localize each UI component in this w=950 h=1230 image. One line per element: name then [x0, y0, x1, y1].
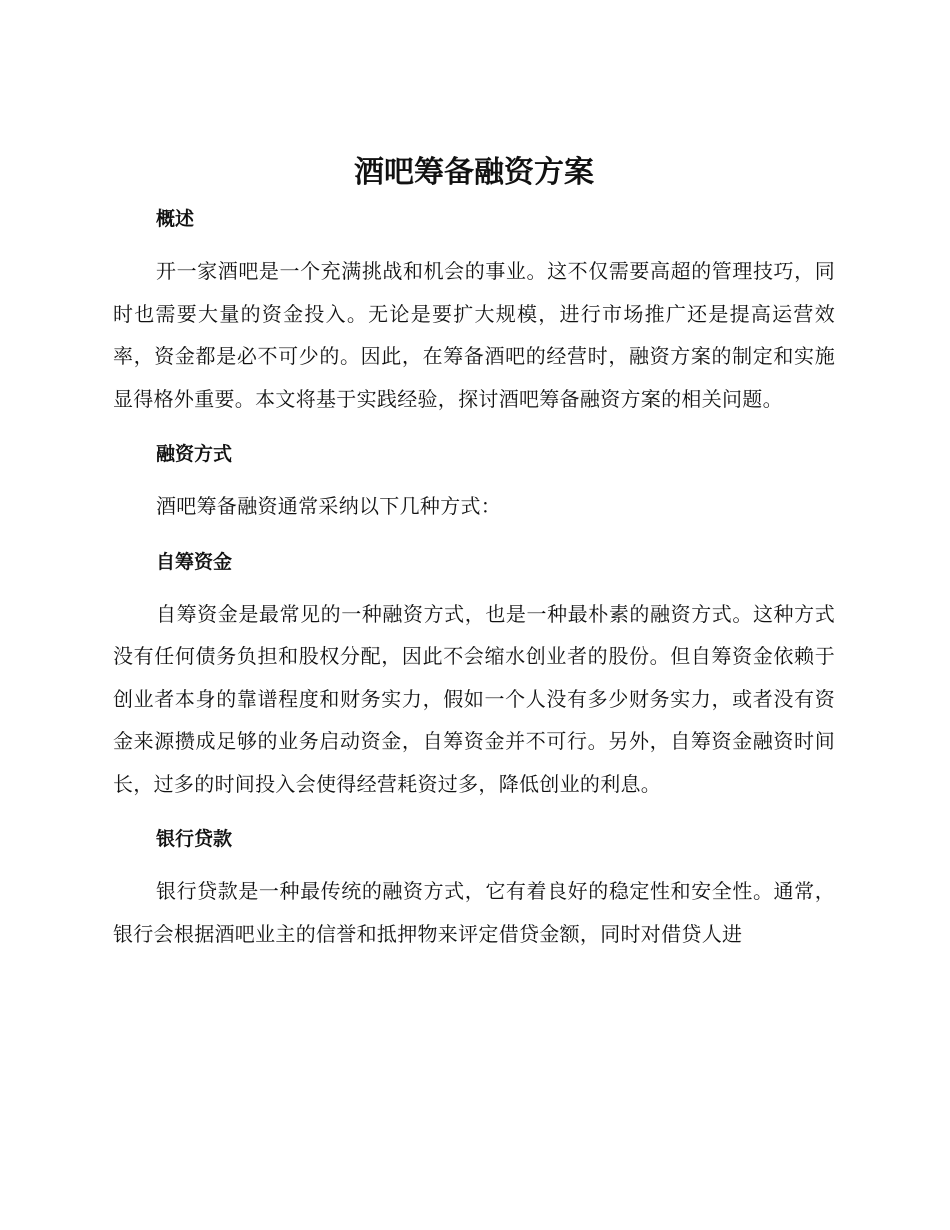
paragraph-bank-loan: 银行贷款是一种最传统的融资方式，它有着良好的稳定性和安全性。通常，银行会根据酒吧业主的信誉和抵押物来评定借贷金额，同时对借贷人进 [113, 879, 835, 946]
paragraph-financing-methods: 酒吧筹备融资通常采纳以下几种方式： [156, 494, 502, 518]
paragraph-self-funding: 自筹资金是最常见的一种融资方式，也是一种最朴素的融资方式。这种方式没有任何债务负担和股权分配，因此不会缩水创业者的股份。但自筹资金依赖于创业者本身的靠谱程度和财务实力，假如一个人没有多少财务实力，或者没有资金来源攒成足够的业务启动资金，自筹资金并不可行。另外，自筹资金融资时间长，过多的时间投入会使得经营耗资过多，降低创业的利息。 [113, 601, 835, 796]
section-heading-financing-methods: 融资方式 [156, 443, 233, 465]
paragraph-overview: 开一家酒吧是一个充满挑战和机会的事业。这不仅需要高超的管理技巧，同时也需要大量的资金投入。无论是要扩大规模，进行市场推广还是提高运营效率，资金都是必不可少的。因此，在筹备酒吧的经营时，融资方案的制定和实施显得格外重要。本文将基于实践经验，探讨酒吧筹备融资方案的相关问题。 [113, 259, 835, 411]
section-heading-bank-loan: 银行贷款 [156, 828, 233, 850]
document-title: 酒吧筹备融资方案 [354, 155, 594, 190]
section-heading-self-funding: 自筹资金 [156, 550, 233, 573]
section-heading-overview: 概述 [156, 208, 195, 230]
document-page [113, 148, 835, 955]
